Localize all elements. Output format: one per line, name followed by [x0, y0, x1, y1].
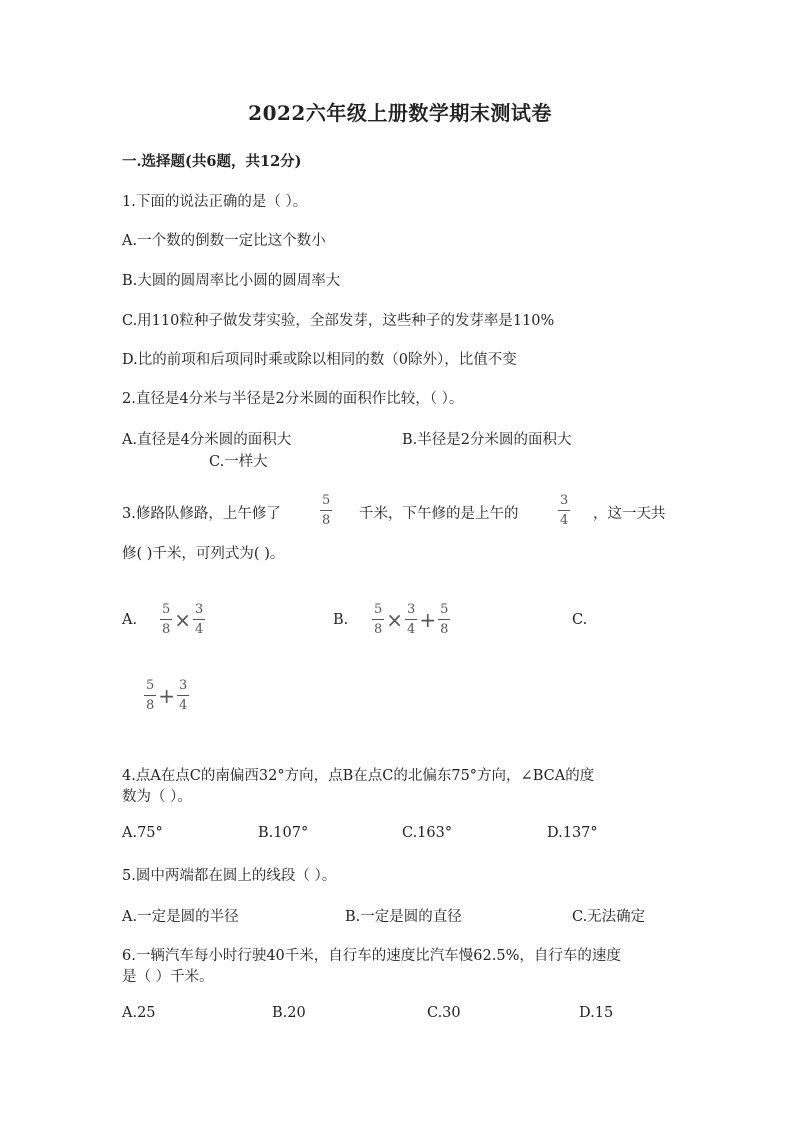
question-6-stem-line2: 是（ ）千米。	[122, 969, 214, 985]
question-5-stem: 5.圆中两端都在圆上的线段（ ）。	[122, 868, 337, 884]
plus-operator: +	[158, 683, 176, 708]
question-3-stem-part2: 千米，下午修的是上午的	[359, 506, 519, 522]
times-operator: ×	[174, 607, 192, 632]
page-title: 2022六年级上册数学期末测试卷	[248, 101, 552, 125]
section-header: 一.选择题(共6题，共12分)	[122, 153, 302, 170]
fraction-numerator: 3	[407, 602, 416, 617]
question-6-stem-line1: 6.一辆汽车每小时行驶40千米，自行车的速度比汽车慢62.5%，自行车的速度	[122, 948, 621, 964]
fraction-numerator: 5	[146, 678, 155, 693]
question-4-stem-line2: 数为（ ）。	[122, 789, 192, 805]
question-3-option-c-label[interactable]: C.	[572, 612, 588, 628]
fraction-denominator: 8	[438, 619, 450, 636]
question-2-option-b[interactable]: B.半径是2分米圆的面积大	[402, 432, 572, 448]
question-2-option-a[interactable]: A.直径是4分米圆的面积大	[122, 432, 292, 448]
question-2-option-c[interactable]: C.一样大	[209, 454, 268, 470]
question-3-option-b-expression[interactable]	[372, 603, 450, 636]
question-6-option-d[interactable]: D.15	[579, 1005, 614, 1021]
fraction-denominator: 8	[320, 510, 332, 527]
question-3-option-b-label[interactable]: B.	[333, 612, 349, 628]
question-1-option-b[interactable]: B.大圆的圆周率比小圆的圆周率大	[122, 273, 341, 289]
fraction-denominator: 8	[144, 695, 156, 712]
fraction-denominator: 4	[177, 695, 189, 712]
question-6-option-c[interactable]: C.30	[427, 1005, 461, 1021]
question-4-stem-line1: 4.点A在点C的南偏西32°方向，点B在点C的北偏东75°方向，∠BCA的度	[122, 768, 595, 784]
question-4-option-c[interactable]: C.163°	[402, 825, 453, 841]
fraction-numerator: 5	[374, 602, 383, 617]
question-6-option-a[interactable]: A.25	[122, 1005, 156, 1021]
fraction-denominator: 4	[405, 619, 417, 636]
question-3-option-a-label[interactable]: A.	[122, 612, 138, 628]
fraction-denominator: 4	[558, 510, 570, 527]
question-3-stem-part3: ，这一天共	[593, 506, 666, 522]
fraction-numerator: 3	[195, 602, 204, 617]
plus-operator: +	[419, 607, 437, 632]
question-6-option-b[interactable]: B.20	[272, 1005, 306, 1021]
fraction-denominator: 8	[160, 619, 172, 636]
question-3-stem-line2: 修( )千米，可列式为( )。	[122, 546, 285, 562]
question-3-fraction-3-4	[558, 494, 570, 527]
question-1-option-d[interactable]: D.比的前项和后项同时乘或除以相同的数（0除外），比值不变	[122, 352, 517, 368]
fraction-numerator: 5	[322, 493, 331, 508]
fraction-numerator: 3	[560, 493, 569, 508]
question-5-option-c[interactable]: C.无法确定	[572, 909, 646, 925]
question-4-option-b[interactable]: B.107°	[258, 825, 309, 841]
question-3-option-c-expression[interactable]	[144, 679, 189, 712]
fraction-denominator: 4	[193, 619, 205, 636]
fraction-denominator: 8	[372, 619, 384, 636]
question-3-fraction-5-8	[320, 494, 332, 527]
fraction-numerator: 5	[440, 602, 449, 617]
question-4-option-d[interactable]: D.137°	[547, 825, 598, 841]
question-3-stem-part1: 3.修路队修路，上午修了	[122, 506, 281, 522]
question-5-option-b[interactable]: B.一定是圆的直径	[345, 909, 462, 925]
times-operator: ×	[386, 607, 404, 632]
question-2-stem: 2.直径是4分米与半径是2分米圆的面积作比较，（ ）。	[122, 391, 464, 407]
question-5-option-a[interactable]: A.一定是圆的半径	[122, 909, 239, 925]
fraction-numerator: 3	[179, 678, 188, 693]
question-1-option-a[interactable]: A.一个数的倒数一定比这个数小	[122, 233, 326, 249]
question-1-stem: 1.下面的说法正确的是（ ）。	[122, 194, 308, 210]
question-1-option-c[interactable]: C.用110粒种子做发芽实验，全部发芽，这些种子的发芽率是110%	[122, 313, 555, 329]
question-4-option-a[interactable]: A.75°	[122, 825, 163, 841]
fraction-numerator: 5	[162, 602, 171, 617]
question-3-option-a-expression[interactable]	[160, 603, 205, 636]
